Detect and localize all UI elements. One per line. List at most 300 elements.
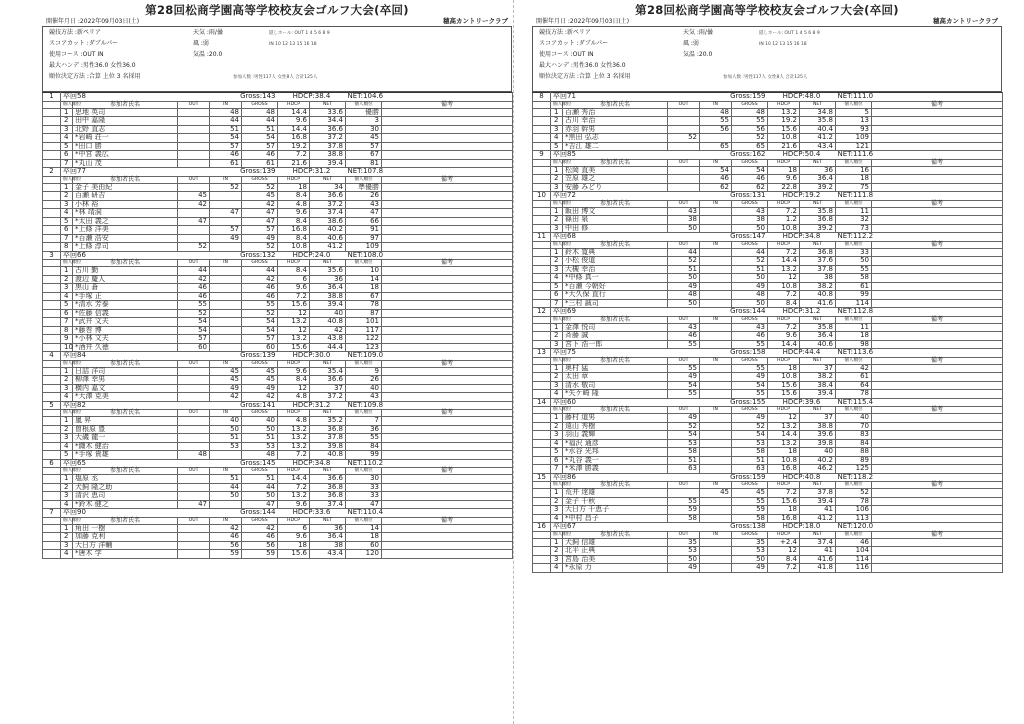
spacer-cell <box>533 216 551 225</box>
player-name: 鈴木 寛典 <box>563 248 668 257</box>
score-net: 36 <box>800 166 836 175</box>
player-row <box>533 265 1003 274</box>
score-gross: 50 <box>732 274 768 283</box>
score-in <box>700 431 732 440</box>
individual-rank: 120 <box>346 550 382 559</box>
individual-rank: 40 <box>836 414 872 423</box>
score-in <box>700 364 732 373</box>
team-hdcp: HDCP:33.6 <box>278 509 346 518</box>
score-hdcp: 14.4 <box>768 431 800 440</box>
individual-rank: 64 <box>836 381 872 390</box>
player-name: 清沢 恵司 <box>73 492 178 501</box>
individual-rank: 123 <box>346 343 382 352</box>
score-out: 59 <box>668 506 700 515</box>
score-hdcp: 7.2 <box>278 483 310 492</box>
score-gross: 55 <box>732 390 768 399</box>
col-no: 個人順位 <box>61 517 73 524</box>
score-gross: 56 <box>242 541 278 550</box>
player-note <box>382 284 513 293</box>
col-net: NET <box>800 407 836 414</box>
individual-rank: 3 <box>346 117 382 126</box>
individual-rank: 106 <box>836 506 872 515</box>
score-hdcp: 7.2 <box>768 564 800 573</box>
score-hdcp: 9.6 <box>278 209 310 218</box>
spacer-cell <box>43 367 61 376</box>
player-order: 2 <box>61 376 73 385</box>
player-name: 百瀬 秀治 <box>563 108 668 117</box>
player-row <box>43 541 513 550</box>
score-net: 34.4 <box>310 117 346 126</box>
player-row <box>533 291 1003 300</box>
col-net: NET <box>800 159 836 166</box>
team-name: 卒回65 <box>61 459 210 468</box>
col-out: OUT <box>668 316 700 323</box>
spacer-cell <box>533 482 551 489</box>
score-gross: 45 <box>242 376 278 385</box>
score-gross: 47 <box>242 500 278 509</box>
col-gross: GROSS <box>242 176 278 183</box>
player-note <box>382 226 513 235</box>
player-note <box>872 257 1003 266</box>
team-gross: Gross:143 <box>210 93 278 102</box>
score-gross: 49 <box>242 234 278 243</box>
score-net: 40.8 <box>310 318 346 327</box>
player-order: 9 <box>61 335 73 344</box>
player-row <box>43 301 513 310</box>
team-gross: Gross:145 <box>210 459 278 468</box>
player-note <box>872 248 1003 257</box>
info-value <box>683 49 1001 60</box>
player-row <box>43 376 513 385</box>
score-in <box>700 274 732 283</box>
player-name: *上條 洋美 <box>73 226 178 235</box>
score-hdcp: 14.4 <box>278 125 310 134</box>
player-name: 金子 美由紀 <box>73 183 178 192</box>
team-name: 卒回71 <box>551 93 700 102</box>
score-out: 52 <box>178 309 210 318</box>
team-name: 卒回75 <box>551 349 700 358</box>
player-name: 藤村 道男 <box>563 414 668 423</box>
info-detail: 気温 :20.0 <box>683 51 713 58</box>
score-in: 57 <box>210 226 242 235</box>
player-row <box>43 151 513 160</box>
col-prank: 個人順位 <box>836 159 872 166</box>
spacer-cell <box>533 357 551 364</box>
player-name: 安藤 みどり <box>563 183 668 192</box>
player-order: 5 <box>61 451 73 460</box>
score-out: 55 <box>668 340 700 349</box>
individual-rank: 61 <box>836 282 872 291</box>
score-out: 60 <box>178 343 210 352</box>
score-hdcp: 13.2 <box>278 434 310 443</box>
player-note <box>872 489 1003 498</box>
player-name: *永原 力 <box>563 564 668 573</box>
player-row <box>533 547 1003 556</box>
individual-rank: 84 <box>836 439 872 448</box>
individual-rank: 32 <box>836 216 872 225</box>
spacer-cell <box>43 151 61 160</box>
team-header-row <box>533 349 1003 358</box>
col-name: 参加者氏名 <box>563 241 668 248</box>
info-row <box>533 38 1001 49</box>
spacer-cell <box>43 200 61 209</box>
individual-rank: 30 <box>346 125 382 134</box>
col-no: 個人順位 <box>61 260 73 267</box>
player-order: 7 <box>61 318 73 327</box>
spacer-cell <box>533 257 551 266</box>
score-in <box>700 340 732 349</box>
score-hdcp: 14.4 <box>768 340 800 349</box>
spacer-cell <box>43 417 61 426</box>
player-order: 10 <box>61 343 73 352</box>
spacer-cell <box>533 323 551 332</box>
spacer-cell <box>533 373 551 382</box>
col-in: IN <box>210 260 242 267</box>
score-in: 53 <box>210 442 242 451</box>
team-gross: Gross:139 <box>210 168 278 177</box>
score-net: 35.8 <box>800 207 836 216</box>
score-out <box>178 417 210 426</box>
col-prank: 個人順位 <box>836 407 872 414</box>
spacer-cell <box>43 134 61 143</box>
spacer-cell <box>43 309 61 318</box>
player-row <box>533 439 1003 448</box>
score-out: 50 <box>668 555 700 564</box>
col-gross: GROSS <box>732 482 768 489</box>
score-gross: 55 <box>732 117 768 126</box>
score-in <box>700 282 732 291</box>
player-name: *藤巻 博 <box>73 326 178 335</box>
score-out: 38 <box>668 216 700 225</box>
player-name: *大久保 直行 <box>563 291 668 300</box>
score-net: 39.4 <box>310 159 346 168</box>
player-order: 2 <box>61 117 73 126</box>
spacer-cell <box>43 192 61 201</box>
score-gross: 51 <box>732 456 768 465</box>
score-hdcp: 4.8 <box>278 417 310 426</box>
score-in: 62 <box>700 183 732 192</box>
score-in: 48 <box>210 108 242 117</box>
score-gross: 63 <box>732 465 768 474</box>
score-gross: 55 <box>242 301 278 310</box>
individual-rank: 67 <box>346 151 382 160</box>
player-note <box>382 335 513 344</box>
score-net: 36.8 <box>800 248 836 257</box>
team-net: NET:113.6 <box>836 349 1003 358</box>
spacer-cell <box>533 159 551 166</box>
col-in: IN <box>210 410 242 417</box>
spacer-cell <box>43 234 61 243</box>
player-row <box>43 550 513 559</box>
score-hdcp: 15.6 <box>768 497 800 506</box>
individual-rank: 18 <box>836 332 872 341</box>
col-name: 参加者氏名 <box>73 260 178 267</box>
col-net: NET <box>800 357 836 364</box>
score-out: 49 <box>668 373 700 382</box>
score-in <box>210 267 242 276</box>
player-row <box>43 492 513 501</box>
spacer-cell <box>533 207 551 216</box>
info-value <box>683 71 1001 82</box>
score-hdcp: 15.6 <box>278 301 310 310</box>
score-hdcp: 13.2 <box>278 492 310 501</box>
player-name: *小林 文夫 <box>73 335 178 344</box>
score-out <box>178 376 210 385</box>
player-name: 篠田 泉 <box>563 216 668 225</box>
team-net: NET:107.8 <box>346 168 513 177</box>
team-name: 卒回66 <box>61 251 210 260</box>
score-out: 52 <box>668 257 700 266</box>
score-net: 38 <box>800 274 836 283</box>
score-gross: 50 <box>732 299 768 308</box>
spacer-cell <box>43 267 61 276</box>
score-net: 36.8 <box>310 425 346 434</box>
player-order: 5 <box>551 282 563 291</box>
score-in <box>700 299 732 308</box>
spacer-cell <box>43 410 61 417</box>
player-order: 6 <box>61 151 73 160</box>
player-note <box>382 425 513 434</box>
col-note: 備考 <box>382 176 513 183</box>
player-order: 4 <box>61 550 73 559</box>
score-out: 51 <box>668 265 700 274</box>
score-hdcp: 16.8 <box>278 226 310 235</box>
team-rank: 2 <box>43 168 61 177</box>
player-name: 大槻 幸治 <box>563 265 668 274</box>
col-note: 備考 <box>872 159 1003 166</box>
individual-rank: 125 <box>836 465 872 474</box>
score-gross: 48 <box>732 108 768 117</box>
spacer-cell <box>533 489 551 498</box>
score-net: 34.8 <box>800 108 836 117</box>
score-hdcp: 13.2 <box>278 335 310 344</box>
spacer-cell <box>43 517 61 524</box>
score-hdcp: 18 <box>278 541 310 550</box>
col-no: 個人順位 <box>551 531 563 538</box>
score-gross: 45 <box>242 192 278 201</box>
individual-rank: 93 <box>836 125 872 134</box>
col-in: IN <box>700 159 732 166</box>
col-out: OUT <box>668 357 700 364</box>
results-table <box>42 92 513 559</box>
spacer-cell <box>43 301 61 310</box>
player-order: 1 <box>551 248 563 257</box>
player-name: *百瀬 今朝好 <box>563 282 668 291</box>
score-hdcp: 15.6 <box>278 550 310 559</box>
col-name: 参加者氏名 <box>73 517 178 524</box>
team-net: NET:115.4 <box>836 398 1003 407</box>
player-note <box>382 417 513 426</box>
player-row <box>43 384 513 393</box>
player-note <box>382 376 513 385</box>
score-net: 40 <box>800 448 836 457</box>
score-in: 42 <box>210 393 242 402</box>
score-out: 46 <box>668 332 700 341</box>
spacer-cell <box>43 541 61 550</box>
spacer-cell <box>533 422 551 431</box>
spacer-cell <box>43 217 61 226</box>
info-detail: 参加人数 :男性117人 女性8人 合計125人 <box>233 75 318 80</box>
col-in: IN <box>700 241 732 248</box>
score-hdcp: 7.2 <box>768 489 800 498</box>
score-gross: 47 <box>242 209 278 218</box>
player-order: 1 <box>551 166 563 175</box>
spacer-cell <box>533 125 551 134</box>
spacer-cell <box>43 442 61 451</box>
player-order: 3 <box>61 125 73 134</box>
player-order: 1 <box>551 108 563 117</box>
col-prank: 個人順位 <box>346 260 382 267</box>
player-row <box>43 234 513 243</box>
spacer-cell <box>43 550 61 559</box>
team-header-row <box>533 233 1003 242</box>
score-net: 40.2 <box>800 456 836 465</box>
tournament-title: 第28回松商学園高等学校校友会ゴルフ大会(卒回) <box>145 3 409 17</box>
spacer-cell <box>533 364 551 373</box>
score-out: 55 <box>178 301 210 310</box>
score-in: 46 <box>210 151 242 160</box>
player-order: 1 <box>61 183 73 192</box>
score-gross: 48 <box>242 451 278 460</box>
player-row <box>533 183 1003 192</box>
score-hdcp: 9.6 <box>768 332 800 341</box>
info-row <box>43 27 511 38</box>
col-name: 参加者氏名 <box>73 176 178 183</box>
score-gross: 35 <box>732 538 768 547</box>
player-note <box>382 108 513 117</box>
individual-rank: 121 <box>836 142 872 151</box>
player-note <box>382 217 513 226</box>
info-value <box>193 38 511 49</box>
team-gross: Gross:131 <box>700 192 768 201</box>
col-gross: GROSS <box>242 468 278 475</box>
score-in: 52 <box>210 183 242 192</box>
info-row <box>43 38 511 49</box>
score-net: 35.8 <box>800 117 836 126</box>
spacer-cell <box>43 434 61 443</box>
score-in: 42 <box>210 524 242 533</box>
player-name: 斉藤 誠 <box>563 332 668 341</box>
player-row <box>533 538 1003 547</box>
score-net: 37.4 <box>800 538 836 547</box>
player-row <box>43 434 513 443</box>
team-hdcp: HDCP:31.2 <box>278 168 346 177</box>
individual-rank: 73 <box>836 224 872 233</box>
score-in <box>700 439 732 448</box>
score-net: 40.8 <box>800 291 836 300</box>
col-out: OUT <box>178 176 210 183</box>
team-hdcp: HDCP:34.8 <box>768 233 836 242</box>
score-net: 39.4 <box>800 390 836 399</box>
score-in: 51 <box>210 125 242 134</box>
spacer-cell <box>533 448 551 457</box>
team-rank: 11 <box>533 233 551 242</box>
score-in <box>700 257 732 266</box>
score-gross: 50 <box>242 492 278 501</box>
player-name: 宮下 浩一郎 <box>563 340 668 349</box>
individual-rank: 42 <box>836 364 872 373</box>
score-hdcp: 13.2 <box>768 422 800 431</box>
player-order: 2 <box>61 425 73 434</box>
info-value <box>683 27 1001 38</box>
player-note <box>382 318 513 327</box>
player-note <box>872 514 1003 523</box>
score-gross: 48 <box>242 108 278 117</box>
score-in <box>700 224 732 233</box>
score-net: 38.8 <box>310 292 346 301</box>
individual-rank: 33 <box>346 492 382 501</box>
col-name: 参加者氏名 <box>563 200 668 207</box>
spacer-cell <box>533 414 551 423</box>
spacer-cell <box>43 393 61 402</box>
player-order: 3 <box>61 200 73 209</box>
score-out: 42 <box>178 200 210 209</box>
player-row <box>43 309 513 318</box>
column-header-row <box>533 482 1003 489</box>
col-no: 個人順位 <box>551 482 563 489</box>
score-gross: 58 <box>732 448 768 457</box>
team-hdcp: HDCP:40.8 <box>768 473 836 482</box>
individual-rank: 13 <box>836 117 872 126</box>
score-net: 38.4 <box>800 381 836 390</box>
score-gross: 40 <box>242 417 278 426</box>
info-row <box>533 49 1001 60</box>
score-gross: 58 <box>732 514 768 523</box>
team-gross: Gross:147 <box>700 233 768 242</box>
score-out: 43 <box>668 323 700 332</box>
score-out <box>668 489 700 498</box>
player-row <box>43 209 513 218</box>
score-in <box>700 390 732 399</box>
team-rank: 4 <box>43 352 61 361</box>
player-order: 4 <box>61 500 73 509</box>
player-note <box>382 142 513 151</box>
spacer-cell <box>43 125 61 134</box>
score-net: 41 <box>800 506 836 515</box>
info-detail: 隠しホール: OUT 1 4 5 6 8 9 <box>269 31 330 36</box>
score-gross: 53 <box>242 442 278 451</box>
col-net: NET <box>800 316 836 323</box>
player-name: *纐木 健治 <box>73 442 178 451</box>
score-out: 58 <box>668 448 700 457</box>
team-name: 卒回85 <box>551 151 700 160</box>
score-out <box>178 550 210 559</box>
player-name: 百瀬 研吉 <box>73 192 178 201</box>
header-line <box>42 17 512 26</box>
team-gross: Gross:139 <box>210 352 278 361</box>
score-hdcp: 1.2 <box>768 216 800 225</box>
column-header-row <box>43 468 513 475</box>
score-net: 37.4 <box>310 500 346 509</box>
player-name: *中宮 義広 <box>73 151 178 160</box>
col-note: 備考 <box>382 260 513 267</box>
player-name: 松岡 直美 <box>563 166 668 175</box>
col-note: 備考 <box>872 241 1003 248</box>
player-order: 3 <box>61 384 73 393</box>
player-name: 北平 正典 <box>563 547 668 556</box>
spacer-cell <box>43 451 61 460</box>
player-order: 1 <box>61 267 73 276</box>
player-note <box>872 547 1003 556</box>
team-rank: 14 <box>533 398 551 407</box>
col-net: NET <box>800 482 836 489</box>
player-order: 6 <box>61 226 73 235</box>
score-net: 43.8 <box>310 335 346 344</box>
score-out: 49 <box>668 282 700 291</box>
player-row <box>533 431 1003 440</box>
score-out <box>178 393 210 402</box>
score-net: 35.2 <box>310 417 346 426</box>
